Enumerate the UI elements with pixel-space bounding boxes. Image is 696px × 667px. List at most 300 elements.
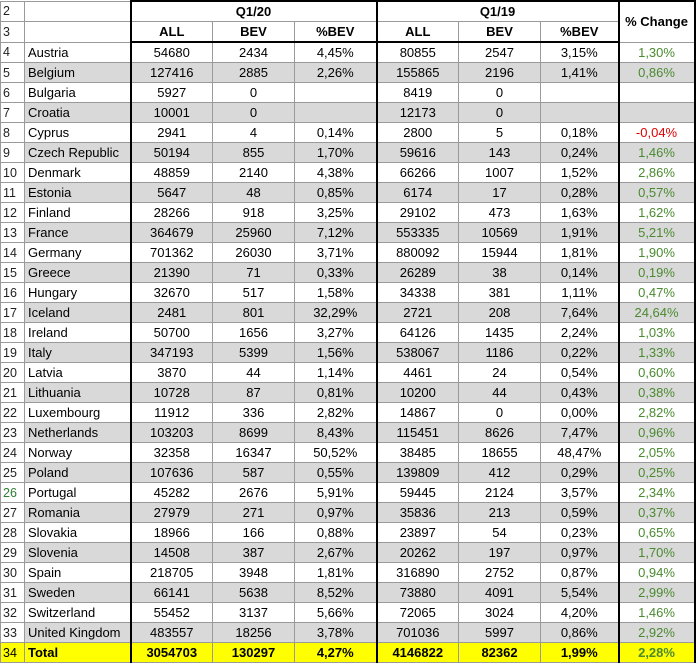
all-19-cell[interactable]: 23897 (377, 523, 459, 543)
pctbev-19-cell[interactable]: 0,28% (541, 183, 619, 203)
country-cell[interactable]: Germany (25, 243, 131, 263)
all-19-cell[interactable]: 35836 (377, 503, 459, 523)
country-cell[interactable]: Greece (25, 263, 131, 283)
bev-19-cell[interactable]: 2196 (459, 63, 541, 83)
pctbev-20-cell[interactable]: 0,88% (295, 523, 377, 543)
table-row (1, 223, 695, 243)
change-cell[interactable]: 1,03% (619, 323, 695, 343)
country-cell[interactable]: Slovakia (25, 523, 131, 543)
bev-20-cell[interactable]: 855 (213, 143, 295, 163)
bev-20-cell[interactable]: 0 (213, 83, 295, 103)
total-all-20[interactable]: 3054703 (131, 643, 213, 663)
change-cell[interactable]: 0,37% (619, 503, 695, 523)
country-cell[interactable]: Switzerland (25, 603, 131, 623)
country-cell[interactable]: Lithuania (25, 383, 131, 403)
all-20-cell[interactable]: 45282 (131, 483, 213, 503)
pctbev-20-cell[interactable]: 1,14% (295, 363, 377, 383)
all-20-cell[interactable]: 27979 (131, 503, 213, 523)
group-header-q1-20[interactable]: Q1/20 (131, 1, 377, 22)
all-20-cell[interactable]: 2941 (131, 123, 213, 143)
country-cell[interactable]: Czech Republic (25, 143, 131, 163)
country-cell[interactable]: Netherlands (25, 423, 131, 443)
all-19-cell[interactable]: 6174 (377, 183, 459, 203)
row-number[interactable]: 16 (1, 283, 25, 303)
bev-19-cell[interactable]: 5997 (459, 623, 541, 643)
all-20-cell[interactable]: 2481 (131, 303, 213, 323)
table-row (1, 143, 695, 163)
col-header-pctbev-19[interactable]: %BEV (541, 22, 619, 43)
country-cell[interactable]: Norway (25, 443, 131, 463)
bev-19-cell[interactable]: 1186 (459, 343, 541, 363)
pctbev-20-cell[interactable]: 7,12% (295, 223, 377, 243)
pctbev-19-cell[interactable]: 0,97% (541, 543, 619, 563)
all-19-cell[interactable]: 538067 (377, 343, 459, 363)
all-20-cell[interactable]: 28266 (131, 203, 213, 223)
row-number[interactable]: 30 (1, 563, 25, 583)
country-cell[interactable]: Austria (25, 42, 131, 63)
bev-19-cell[interactable]: 213 (459, 503, 541, 523)
all-20-cell[interactable]: 103203 (131, 423, 213, 443)
bev-20-cell[interactable]: 2676 (213, 483, 295, 503)
pctbev-19-cell[interactable]: 48,47% (541, 443, 619, 463)
country-cell[interactable]: Sweden (25, 583, 131, 603)
pctbev-19-cell[interactable]: 0,14% (541, 263, 619, 283)
all-20-cell[interactable]: 483557 (131, 623, 213, 643)
bev-20-cell[interactable]: 5399 (213, 343, 295, 363)
bev-19-cell[interactable]: 54 (459, 523, 541, 543)
country-cell[interactable]: Cyprus (25, 123, 131, 143)
all-20-cell[interactable]: 218705 (131, 563, 213, 583)
bev-20-cell[interactable]: 4 (213, 123, 295, 143)
all-20-cell[interactable]: 10728 (131, 383, 213, 403)
col-header-pctbev-20[interactable]: %BEV (295, 22, 377, 43)
bev-20-cell[interactable]: 517 (213, 283, 295, 303)
row-number[interactable]: 23 (1, 423, 25, 443)
row-number[interactable]: 21 (1, 383, 25, 403)
row-number[interactable]: 28 (1, 523, 25, 543)
bev-19-cell[interactable]: 44 (459, 383, 541, 403)
bev-20-cell[interactable]: 2140 (213, 163, 295, 183)
pctbev-20-cell[interactable]: 32,29% (295, 303, 377, 323)
bev-20-cell[interactable]: 387 (213, 543, 295, 563)
all-20-cell[interactable]: 107636 (131, 463, 213, 483)
change-cell[interactable]: 1,30% (619, 42, 695, 63)
pctbev-19-cell[interactable]: 1,41% (541, 63, 619, 83)
pctbev-20-cell[interactable]: 1,70% (295, 143, 377, 163)
all-19-cell[interactable]: 34338 (377, 283, 459, 303)
bev-20-cell[interactable]: 18256 (213, 623, 295, 643)
row-number[interactable]: 18 (1, 323, 25, 343)
bev-19-cell[interactable]: 5 (459, 123, 541, 143)
table-row (1, 423, 695, 443)
bev-20-cell[interactable]: 587 (213, 463, 295, 483)
bev-20-cell[interactable]: 16347 (213, 443, 295, 463)
country-cell[interactable]: Bulgaria (25, 83, 131, 103)
bev-20-cell[interactable]: 336 (213, 403, 295, 423)
all-20-cell[interactable]: 66141 (131, 583, 213, 603)
bev-20-cell[interactable]: 166 (213, 523, 295, 543)
row-number[interactable]: 10 (1, 163, 25, 183)
change-cell[interactable]: 1,33% (619, 343, 695, 363)
all-20-cell[interactable]: 48859 (131, 163, 213, 183)
pctbev-19-cell[interactable]: 1,11% (541, 283, 619, 303)
country-cell[interactable]: Finland (25, 203, 131, 223)
total-change[interactable]: 2,28% (619, 643, 695, 663)
total-pctbev-20[interactable]: 4,27% (295, 643, 377, 663)
row-number[interactable]: 26 (1, 483, 25, 503)
row-number[interactable]: 34 (1, 643, 25, 663)
all-19-cell[interactable]: 316890 (377, 563, 459, 583)
all-19-cell[interactable]: 155865 (377, 63, 459, 83)
pctbev-20-cell[interactable]: 2,67% (295, 543, 377, 563)
country-cell[interactable]: Romania (25, 503, 131, 523)
all-20-cell[interactable]: 127416 (131, 63, 213, 83)
all-19-cell[interactable]: 72065 (377, 603, 459, 623)
row-number[interactable]: 31 (1, 583, 25, 603)
all-19-cell[interactable]: 59616 (377, 143, 459, 163)
bev-20-cell[interactable]: 2885 (213, 63, 295, 83)
pctbev-20-cell[interactable] (295, 83, 377, 103)
bev-19-cell[interactable]: 2547 (459, 42, 541, 63)
row-number[interactable]: 3 (1, 22, 25, 43)
row-number[interactable]: 19 (1, 343, 25, 363)
bev-19-cell[interactable]: 381 (459, 283, 541, 303)
bev-19-cell[interactable]: 1007 (459, 163, 541, 183)
bev-19-cell[interactable]: 1435 (459, 323, 541, 343)
all-19-cell[interactable]: 2800 (377, 123, 459, 143)
bev-20-cell[interactable]: 3948 (213, 563, 295, 583)
change-cell[interactable]: 1,70% (619, 543, 695, 563)
row-number[interactable]: 4 (1, 42, 25, 63)
pctbev-19-cell[interactable]: 2,24% (541, 323, 619, 343)
country-cell[interactable]: Poland (25, 463, 131, 483)
pctbev-20-cell[interactable]: 50,52% (295, 443, 377, 463)
row-number[interactable]: 24 (1, 443, 25, 463)
row-number[interactable]: 8 (1, 123, 25, 143)
row-number[interactable]: 25 (1, 463, 25, 483)
pctbev-20-cell[interactable]: 0,85% (295, 183, 377, 203)
bev-20-cell[interactable]: 801 (213, 303, 295, 323)
all-20-cell[interactable]: 50194 (131, 143, 213, 163)
pctbev-19-cell[interactable]: 0,29% (541, 463, 619, 483)
all-20-cell[interactable]: 3870 (131, 363, 213, 383)
total-row (1, 643, 695, 663)
col-header-bev-19[interactable]: BEV (459, 22, 541, 43)
bev-19-cell[interactable]: 2124 (459, 483, 541, 503)
pctbev-19-cell[interactable]: 0,24% (541, 143, 619, 163)
all-19-cell[interactable]: 29102 (377, 203, 459, 223)
country-cell[interactable]: Hungary (25, 283, 131, 303)
total-pctbev-19[interactable]: 1,99% (541, 643, 619, 663)
change-cell[interactable]: 2,99% (619, 583, 695, 603)
bev-19-cell[interactable]: 0 (459, 403, 541, 423)
pctbev-19-cell[interactable]: 3,57% (541, 483, 619, 503)
all-19-cell[interactable]: 139809 (377, 463, 459, 483)
pctbev-20-cell[interactable]: 0,33% (295, 263, 377, 283)
bev-20-cell[interactable]: 918 (213, 203, 295, 223)
all-20-cell[interactable]: 55452 (131, 603, 213, 623)
change-cell[interactable]: 5,21% (619, 223, 695, 243)
bev-20-cell[interactable]: 25960 (213, 223, 295, 243)
change-cell[interactable]: 1,90% (619, 243, 695, 263)
all-19-cell[interactable]: 26289 (377, 263, 459, 283)
total-bev-20[interactable]: 130297 (213, 643, 295, 663)
all-20-cell[interactable]: 50700 (131, 323, 213, 343)
country-cell[interactable]: United Kingdom (25, 623, 131, 643)
bev-20-cell[interactable]: 2434 (213, 42, 295, 63)
all-20-cell[interactable]: 347193 (131, 343, 213, 363)
bev-20-cell[interactable]: 3137 (213, 603, 295, 623)
pctbev-19-cell[interactable]: 0,23% (541, 523, 619, 543)
change-cell[interactable]: 0,38% (619, 383, 695, 403)
change-cell[interactable]: 0,19% (619, 263, 695, 283)
bev-19-cell[interactable]: 473 (459, 203, 541, 223)
pctbev-20-cell[interactable]: 0,55% (295, 463, 377, 483)
row-number[interactable]: 6 (1, 83, 25, 103)
pctbev-19-cell[interactable]: 0,22% (541, 343, 619, 363)
country-cell[interactable]: Portugal (25, 483, 131, 503)
country-cell[interactable]: Belgium (25, 63, 131, 83)
pctbev-19-cell[interactable]: 0,18% (541, 123, 619, 143)
bev-19-cell[interactable]: 412 (459, 463, 541, 483)
row-number[interactable]: 5 (1, 63, 25, 83)
row-number[interactable]: 22 (1, 403, 25, 423)
bev-20-cell[interactable]: 5638 (213, 583, 295, 603)
pctbev-19-cell[interactable] (541, 103, 619, 123)
all-20-cell[interactable]: 5647 (131, 183, 213, 203)
change-cell[interactable]: 2,05% (619, 443, 695, 463)
pctbev-19-cell[interactable]: 0,54% (541, 363, 619, 383)
change-cell[interactable]: 0,47% (619, 283, 695, 303)
pctbev-20-cell[interactable]: 2,26% (295, 63, 377, 83)
table-row (1, 363, 695, 383)
bev-19-cell[interactable]: 24 (459, 363, 541, 383)
change-cell[interactable]: 0,25% (619, 463, 695, 483)
pctbev-20-cell[interactable]: 1,56% (295, 343, 377, 363)
row-number[interactable]: 33 (1, 623, 25, 643)
bev-20-cell[interactable]: 1656 (213, 323, 295, 343)
pctbev-19-cell[interactable]: 0,59% (541, 503, 619, 523)
change-cell[interactable]: 0,65% (619, 523, 695, 543)
pctbev-19-cell[interactable]: 1,91% (541, 223, 619, 243)
all-20-cell[interactable]: 10001 (131, 103, 213, 123)
total-label[interactable]: Total (25, 643, 131, 663)
bev-20-cell[interactable]: 8699 (213, 423, 295, 443)
row-number[interactable]: 7 (1, 103, 25, 123)
bev-20-cell[interactable]: 71 (213, 263, 295, 283)
all-19-cell[interactable]: 553335 (377, 223, 459, 243)
pctbev-20-cell[interactable] (295, 103, 377, 123)
change-header[interactable]: % Change (619, 1, 695, 42)
all-19-cell[interactable]: 38485 (377, 443, 459, 463)
bev-19-cell[interactable]: 8626 (459, 423, 541, 443)
bev-19-cell[interactable]: 15944 (459, 243, 541, 263)
bev-19-cell[interactable]: 0 (459, 103, 541, 123)
bev-19-cell[interactable]: 38 (459, 263, 541, 283)
all-19-cell[interactable]: 880092 (377, 243, 459, 263)
pctbev-20-cell[interactable]: 0,97% (295, 503, 377, 523)
country-cell[interactable]: France (25, 223, 131, 243)
change-cell[interactable]: 0,60% (619, 363, 695, 383)
cell-blank[interactable] (25, 22, 131, 43)
change-cell[interactable]: 24,64% (619, 303, 695, 323)
pctbev-19-cell[interactable] (541, 83, 619, 103)
pctbev-20-cell[interactable]: 3,78% (295, 623, 377, 643)
bev-19-cell[interactable]: 2752 (459, 563, 541, 583)
bev-19-cell[interactable]: 143 (459, 143, 541, 163)
pctbev-19-cell[interactable]: 1,63% (541, 203, 619, 223)
all-20-cell[interactable]: 32670 (131, 283, 213, 303)
pctbev-20-cell[interactable]: 0,14% (295, 123, 377, 143)
all-20-cell[interactable]: 364679 (131, 223, 213, 243)
row-number[interactable]: 29 (1, 543, 25, 563)
change-cell[interactable]: 2,92% (619, 623, 695, 643)
col-header-all-19[interactable]: ALL (377, 22, 459, 43)
bev-19-cell[interactable]: 17 (459, 183, 541, 203)
bev-20-cell[interactable]: 87 (213, 383, 295, 403)
pctbev-20-cell[interactable]: 5,66% (295, 603, 377, 623)
pctbev-20-cell[interactable]: 8,43% (295, 423, 377, 443)
change-cell[interactable]: 0,57% (619, 183, 695, 203)
all-19-cell[interactable]: 8419 (377, 83, 459, 103)
all-20-cell[interactable]: 701362 (131, 243, 213, 263)
row-number[interactable]: 11 (1, 183, 25, 203)
country-cell[interactable]: Slovenia (25, 543, 131, 563)
pctbev-20-cell[interactable]: 5,91% (295, 483, 377, 503)
pctbev-19-cell[interactable]: 3,15% (541, 42, 619, 63)
country-cell[interactable]: Luxembourg (25, 403, 131, 423)
row-number[interactable]: 12 (1, 203, 25, 223)
table-row (1, 183, 695, 203)
all-19-cell[interactable]: 701036 (377, 623, 459, 643)
row-number[interactable]: 13 (1, 223, 25, 243)
change-cell[interactable] (619, 83, 695, 103)
bev-20-cell[interactable]: 48 (213, 183, 295, 203)
pctbev-19-cell[interactable]: 7,47% (541, 423, 619, 443)
pctbev-20-cell[interactable]: 0,81% (295, 383, 377, 403)
change-cell[interactable] (619, 103, 695, 123)
bev-19-cell[interactable]: 4091 (459, 583, 541, 603)
row-number[interactable]: 9 (1, 143, 25, 163)
country-cell[interactable]: Croatia (25, 103, 131, 123)
all-20-cell[interactable]: 14508 (131, 543, 213, 563)
bev-20-cell[interactable]: 0 (213, 103, 295, 123)
change-cell[interactable]: 0,96% (619, 423, 695, 443)
bev-19-cell[interactable]: 3024 (459, 603, 541, 623)
pctbev-19-cell[interactable]: 1,52% (541, 163, 619, 183)
row-number[interactable]: 17 (1, 303, 25, 323)
col-header-bev-20[interactable]: BEV (213, 22, 295, 43)
total-bev-19[interactable]: 82362 (459, 643, 541, 663)
change-cell[interactable]: 2,82% (619, 403, 695, 423)
country-cell[interactable]: Iceland (25, 303, 131, 323)
row-number[interactable]: 15 (1, 263, 25, 283)
pctbev-19-cell[interactable]: 5,54% (541, 583, 619, 603)
total-all-19[interactable]: 4146822 (377, 643, 459, 663)
pctbev-19-cell[interactable]: 0,00% (541, 403, 619, 423)
row-number[interactable]: 2 (1, 1, 25, 22)
bev-19-cell[interactable]: 18655 (459, 443, 541, 463)
pctbev-20-cell[interactable]: 2,82% (295, 403, 377, 423)
country-cell[interactable]: Estonia (25, 183, 131, 203)
bev-19-cell[interactable]: 0 (459, 83, 541, 103)
bev-20-cell[interactable]: 271 (213, 503, 295, 523)
all-19-cell[interactable]: 66266 (377, 163, 459, 183)
change-cell[interactable]: 0,94% (619, 563, 695, 583)
row-number[interactable]: 14 (1, 243, 25, 263)
country-cell[interactable]: Spain (25, 563, 131, 583)
pctbev-19-cell[interactable]: 0,87% (541, 563, 619, 583)
change-cell[interactable]: 2,86% (619, 163, 695, 183)
pctbev-19-cell[interactable]: 0,86% (541, 623, 619, 643)
country-cell[interactable]: Italy (25, 343, 131, 363)
change-cell[interactable]: 1,62% (619, 203, 695, 223)
table-row (1, 243, 695, 263)
row-number[interactable]: 27 (1, 503, 25, 523)
all-19-cell[interactable]: 14867 (377, 403, 459, 423)
all-19-cell[interactable]: 64126 (377, 323, 459, 343)
all-19-cell[interactable]: 59445 (377, 483, 459, 503)
all-19-cell[interactable]: 20262 (377, 543, 459, 563)
pctbev-20-cell[interactable]: 1,81% (295, 563, 377, 583)
change-cell[interactable]: 0,86% (619, 63, 695, 83)
pctbev-19-cell[interactable]: 0,43% (541, 383, 619, 403)
row-number[interactable]: 20 (1, 363, 25, 383)
country-cell[interactable]: Ireland (25, 323, 131, 343)
table-row (1, 383, 695, 403)
pctbev-19-cell[interactable]: 7,64% (541, 303, 619, 323)
country-cell[interactable]: Latvia (25, 363, 131, 383)
all-19-cell[interactable]: 10200 (377, 383, 459, 403)
all-19-cell[interactable]: 4461 (377, 363, 459, 383)
pctbev-20-cell[interactable]: 3,25% (295, 203, 377, 223)
pctbev-20-cell[interactable]: 3,71% (295, 243, 377, 263)
change-cell[interactable]: 2,34% (619, 483, 695, 503)
change-cell[interactable]: -0,04% (619, 123, 695, 143)
bev-20-cell[interactable]: 44 (213, 363, 295, 383)
cell-blank[interactable] (25, 1, 131, 22)
pctbev-19-cell[interactable]: 4,20% (541, 603, 619, 623)
pctbev-20-cell[interactable]: 4,45% (295, 42, 377, 63)
pctbev-20-cell[interactable]: 4,38% (295, 163, 377, 183)
all-20-cell[interactable]: 54680 (131, 42, 213, 63)
bev-19-cell[interactable]: 197 (459, 543, 541, 563)
all-20-cell[interactable]: 11912 (131, 403, 213, 423)
change-cell[interactable]: 1,46% (619, 143, 695, 163)
pctbev-20-cell[interactable]: 3,27% (295, 323, 377, 343)
bev-20-cell[interactable]: 26030 (213, 243, 295, 263)
col-header-all-20[interactable]: ALL (131, 22, 213, 43)
row-number[interactable]: 32 (1, 603, 25, 623)
all-19-cell[interactable]: 12173 (377, 103, 459, 123)
all-20-cell[interactable]: 21390 (131, 263, 213, 283)
bev-19-cell[interactable]: 10569 (459, 223, 541, 243)
all-20-cell[interactable]: 5927 (131, 83, 213, 103)
all-19-cell[interactable]: 115451 (377, 423, 459, 443)
pctbev-20-cell[interactable]: 8,52% (295, 583, 377, 603)
all-19-cell[interactable]: 80855 (377, 42, 459, 63)
bev-19-cell[interactable]: 208 (459, 303, 541, 323)
all-19-cell[interactable]: 2721 (377, 303, 459, 323)
all-20-cell[interactable]: 18966 (131, 523, 213, 543)
pctbev-19-cell[interactable]: 1,81% (541, 243, 619, 263)
all-20-cell[interactable]: 32358 (131, 443, 213, 463)
country-cell[interactable]: Denmark (25, 163, 131, 183)
change-cell[interactable]: 1,46% (619, 603, 695, 623)
pctbev-20-cell[interactable]: 1,58% (295, 283, 377, 303)
group-header-q1-19[interactable]: Q1/19 (377, 1, 619, 22)
all-19-cell[interactable]: 73880 (377, 583, 459, 603)
